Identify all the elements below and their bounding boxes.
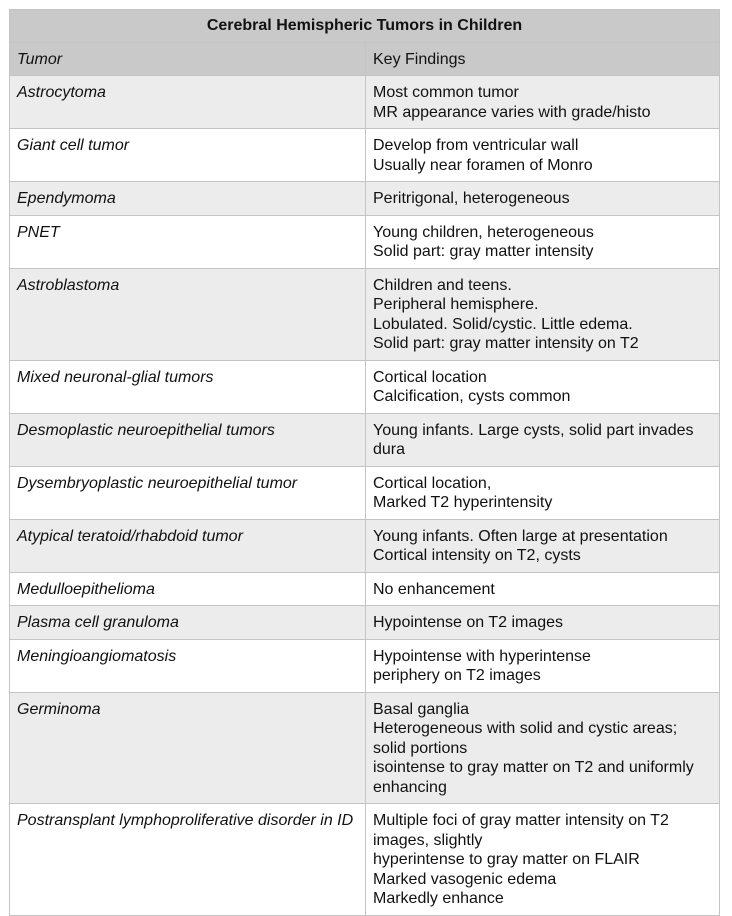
finding-line: Young infants. Large cysts, solid part invades dura [373, 421, 694, 458]
tumor-name-cell: Desmoplastic neuroepithelial tumors [10, 413, 366, 466]
finding-line: Solid part: gray matter intensity on T2 [373, 335, 639, 352]
key-findings-cell [366, 129, 720, 182]
finding-line: Young children, heterogeneous [373, 223, 594, 241]
column-header-tumor: Tumor [10, 42, 366, 76]
table-row [10, 804, 720, 916]
finding-line: Markedly enhance [373, 890, 504, 907]
key-findings-cell [366, 215, 720, 268]
finding-line: Multiple foci of gray matter intensity on T2 images, slightly [373, 812, 669, 849]
finding-line: Hypointense with hyperintense [373, 647, 591, 665]
finding-line: Young infants. Often large at presentation [373, 527, 668, 545]
column-header-findings: Key Findings [366, 42, 720, 76]
tumor-name-cell: Plasma cell granuloma [10, 606, 366, 640]
tumor-name-cell: Medulloepithelioma [10, 572, 366, 606]
finding-line: Peritrigonal, heterogeneous [373, 190, 570, 207]
finding-line: Cortical location [373, 368, 487, 386]
table-row [10, 519, 720, 572]
finding-line: isointense to gray matter on T2 and uniformly enhancing [373, 759, 694, 796]
finding-line: Solid part: gray matter intensity [373, 243, 594, 260]
finding-line: Marked T2 hyperintensity [373, 494, 553, 511]
table-row [10, 639, 720, 692]
key-findings-cell [366, 360, 720, 413]
tumor-name-cell: Mixed neuronal-glial tumors [10, 360, 366, 413]
table-row [10, 466, 720, 519]
tumor-name-cell: Giant cell tumor [10, 129, 366, 182]
finding-line: hyperintense to gray matter on FLAIR [373, 851, 640, 868]
finding-line: Heterogeneous with solid and cystic areas; solid portions [373, 720, 678, 757]
tumor-name-cell: Germinoma [10, 692, 366, 804]
finding-line: Marked vasogenic edema [373, 870, 557, 888]
table-row [10, 268, 720, 360]
table-body [10, 76, 720, 916]
key-findings-cell [366, 76, 720, 129]
tumor-table-container [9, 9, 719, 916]
key-findings-cell [366, 692, 720, 804]
tumor-table [9, 9, 720, 916]
table-title: Cerebral Hemispheric Tumors in Children [10, 10, 720, 43]
finding-line: periphery on T2 images [373, 667, 541, 684]
key-findings-cell [366, 639, 720, 692]
table-row [10, 76, 720, 129]
finding-line: Usually near foramen of Monro [373, 156, 593, 174]
finding-line: Develop from ventricular wall [373, 137, 579, 154]
key-findings-cell [366, 572, 720, 606]
finding-line: Cortical location, [373, 474, 492, 492]
table-row [10, 692, 720, 804]
finding-line: Peripheral hemisphere. [373, 296, 539, 313]
tumor-name-cell: Meningioangiomatosis [10, 639, 366, 692]
key-findings-cell [366, 606, 720, 640]
table-header-row [10, 42, 720, 76]
finding-line: Children and teens. [373, 276, 512, 294]
tumor-name-cell: Ependymoma [10, 182, 366, 216]
key-findings-cell [366, 519, 720, 572]
table-row [10, 182, 720, 216]
table-row [10, 606, 720, 640]
table-title-row [10, 10, 720, 43]
tumor-name-cell: Postransplant lymphoproliferative disorder in ID [10, 804, 366, 916]
table-row [10, 413, 720, 466]
finding-line: Lobulated. Solid/cystic. Little edema. [373, 315, 633, 333]
finding-line: Cortical intensity on T2, cysts [373, 547, 581, 564]
key-findings-cell [366, 268, 720, 360]
finding-line: No enhancement [373, 580, 495, 598]
tumor-name-cell: Atypical teratoid/rhabdoid tumor [10, 519, 366, 572]
table-row [10, 215, 720, 268]
tumor-name-cell: Astroblastoma [10, 268, 366, 360]
finding-line: MR appearance varies with grade/histo [373, 103, 651, 121]
key-findings-cell [366, 182, 720, 216]
key-findings-cell [366, 466, 720, 519]
finding-line: Most common tumor [373, 84, 519, 101]
table-row [10, 572, 720, 606]
table-row [10, 360, 720, 413]
finding-line: Hypointense on T2 images [373, 614, 564, 631]
table-row [10, 129, 720, 182]
tumor-name-cell: Astrocytoma [10, 76, 366, 129]
tumor-name-cell: Dysembryoplastic neuroepithelial tumor [10, 466, 366, 519]
key-findings-cell [366, 413, 720, 466]
key-findings-cell [366, 804, 720, 916]
tumor-name-cell: PNET [10, 215, 366, 268]
finding-line: Basal ganglia [373, 700, 470, 718]
finding-line: Calcification, cysts common [373, 388, 571, 405]
